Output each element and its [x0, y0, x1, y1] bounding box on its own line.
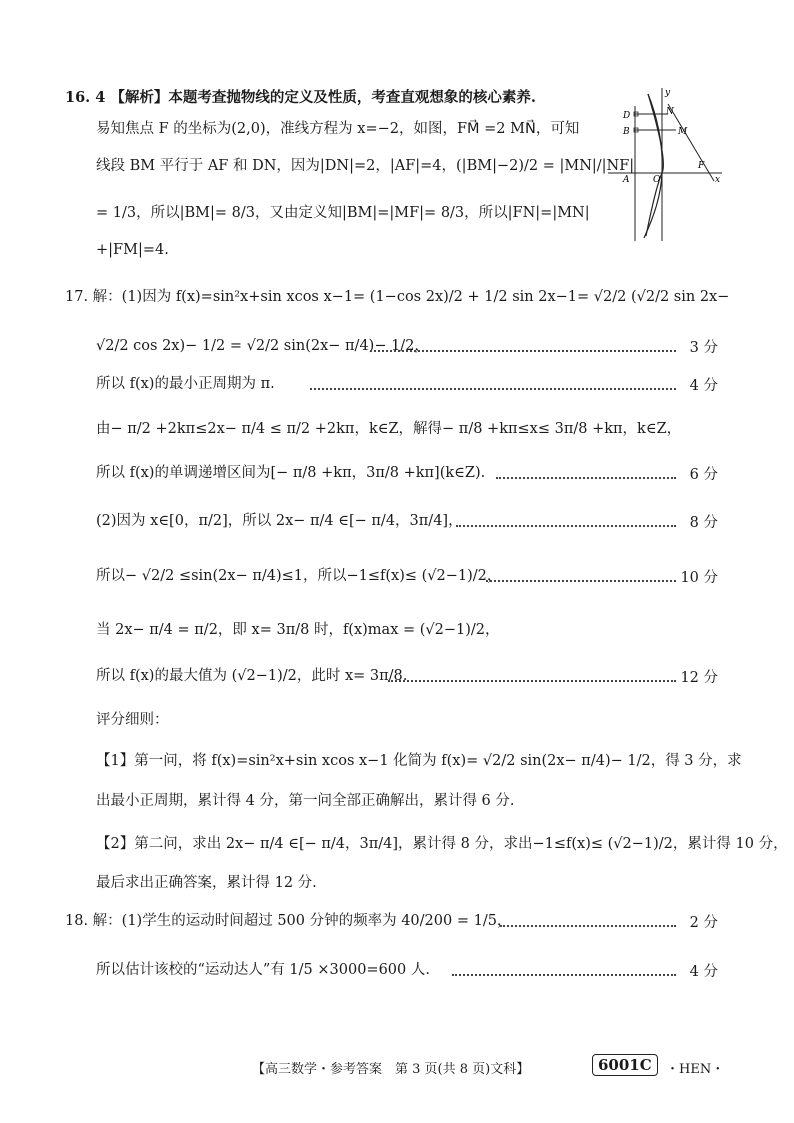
leader-dots	[486, 580, 676, 582]
score-10: 10 分	[680, 570, 718, 586]
q16-line-1: 16. 4 【解析】本题考查抛物线的定义及性质，考查直观想象的核心素养.	[65, 89, 536, 106]
label-b: B	[623, 127, 630, 137]
leader-dots	[388, 680, 676, 682]
q17-line-8: 当 2x− π/4 = π/2，即 x= 3π/8 时，f(x)max = (√2−1)/2，	[96, 622, 500, 638]
label-x: x	[715, 175, 721, 185]
q17-line-1: 17. 解：(1)因为 f(x)=sin²x+sin xcos x−1= (1−cos 2x)/2 + 1/2 sin 2x−1= √2/2 (√2/2 sin 2x−	[65, 289, 730, 305]
label-y: y	[665, 88, 671, 98]
focal-line	[668, 104, 714, 181]
paper-code: 6001C	[592, 1054, 658, 1076]
q17-line-5: 所以 f(x)的单调递增区间为[− π/8 +kπ，3π/8 +kπ](k∈Z).	[96, 465, 486, 481]
q17-line-7: 所以− √2/2 ≤sin(2x− π/4)≤1，所以−1≤f(x)≤ (√2−1)/2，	[96, 568, 502, 584]
leader-dots	[496, 477, 676, 479]
scoring-rule-2-line-2: 最后求出正确答案，累计得 12 分.	[96, 875, 317, 891]
leader-dots	[500, 925, 676, 927]
q16-line-3: 线段 BM 平行于 AF 和 DN，因为|DN|=2，|AF|=4，(|BM|−2)/2 = |MN|/|NF|	[96, 158, 635, 174]
q17-line-3: 所以 f(x)的最小正周期为 π.	[96, 376, 275, 392]
label-o: O	[653, 175, 661, 185]
scoring-rules-title: 评分细则：	[96, 712, 169, 728]
leader-dots	[310, 388, 676, 390]
label-m: M	[678, 127, 688, 137]
scoring-rule-1-line-1: 【1】第一问，将 f(x)=sin²x+sin xcos x−1 化简为 f(x)= √2/2 sin(2x− π/4)− 1/2，得 3 分，求	[96, 753, 742, 769]
score-4-q18: 4 分	[689, 964, 718, 980]
q18-line-2: 所以估计该校的“运动达人”有 1/5 ×3000=600 人.	[96, 962, 430, 978]
label-d: D	[623, 111, 631, 121]
score-12: 12 分	[680, 670, 718, 686]
q16-line-5: +|FM|=4.	[96, 242, 169, 258]
leader-dots	[452, 974, 676, 976]
q18-line-1: 18. 解：(1)学生的运动时间超过 500 分钟的频率为 40/200 = 1/5，	[65, 913, 512, 929]
score-4: 4 分	[689, 378, 718, 394]
label-f: F	[698, 161, 705, 171]
score-3: 3 分	[689, 340, 718, 356]
parabola-curve-2	[644, 94, 662, 238]
q17-line-6: (2)因为 x∈[0，π/2]，所以 2x− π/4 ∈[− π/4，3π/4]，	[96, 513, 463, 529]
q16-line-2: 易知焦点 F 的坐标为(2,0)，准线方程为 x=−2，如图，FM⃗ =2 MN⃗，可知	[96, 121, 580, 137]
leader-dots	[370, 350, 676, 352]
scoring-rule-1-line-2: 出最小正周期，累计得 4 分，第一问全部正确解出，累计得 6 分.	[96, 793, 515, 809]
q17-line-9: 所以 f(x)的最大值为 (√2−1)/2，此时 x= 3π/8.	[96, 668, 408, 684]
leader-dots	[456, 525, 676, 527]
score-2: 2 分	[689, 915, 718, 931]
label-a: A	[623, 175, 630, 185]
footer-text: 【高三数学・参考答案 第 3 页(共 8 页)文科】	[252, 1062, 530, 1077]
score-8: 8 分	[689, 515, 718, 531]
scoring-rule-2-line-1: 【2】第二问，求出 2x− π/4 ∈[− π/4，3π/4]，累计得 8 分，求出−1≤f(x)≤ (√2−1)/2，累计得 10 分，	[96, 836, 788, 852]
footer-tag: ・HEN・	[666, 1062, 725, 1077]
q16-line-4: = 1/3，所以|BM|= 8/3，又由定义知|BM|=|MF|= 8/3，所以|FN|=|MN|	[96, 205, 590, 221]
q17-line-4: 由− π/2 +2kπ≤2x− π/4 ≤ π/2 +2kπ，k∈Z，解得− π/8 +kπ≤x≤ 3π/8 +kπ，k∈Z，	[96, 421, 682, 437]
score-6: 6 分	[689, 467, 718, 483]
q17-line-2: √2/2 cos 2x)− 1/2 = √2/2 sin(2x− π/4)− 1/2，	[96, 338, 429, 354]
label-n: N	[666, 107, 674, 117]
